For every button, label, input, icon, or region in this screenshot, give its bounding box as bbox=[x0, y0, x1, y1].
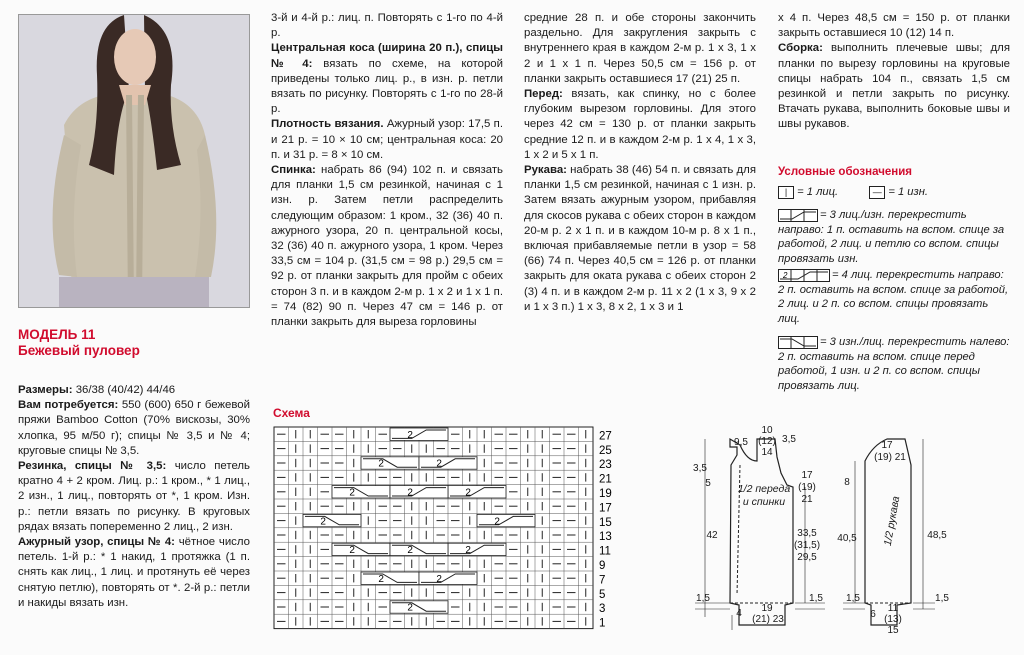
cross-number: 2 bbox=[465, 545, 471, 557]
row-number: 23 bbox=[599, 459, 612, 472]
width-a: 19 bbox=[761, 603, 773, 614]
legend-cross-2 bbox=[778, 268, 1010, 326]
cross-number: 2 bbox=[378, 573, 384, 585]
cable-cross-mark bbox=[390, 428, 448, 441]
body-label: 1/2 переда и спинки bbox=[737, 483, 791, 508]
sleeve-top-b: (19) 21 bbox=[874, 452, 906, 463]
neck-width-b: (12) bbox=[758, 436, 776, 447]
cross-right-4-text: = 4 лиц. перекрестить направо: 2 п. оставить на вспом. спице за работой, 2 лиц. и 2 п. со вспом. спицы провязать лиц. bbox=[778, 269, 1009, 325]
neck-width-c: 14 bbox=[761, 447, 773, 458]
cross-number: 2 bbox=[465, 487, 471, 499]
cross-right-4-icon bbox=[778, 269, 830, 282]
cross-right-3-text: = 3 лиц./изн. перекрестить направо: 1 п. оставить на вспом. спице за работой, 2 лиц. и петлю со вспом. спицы провязать изн. bbox=[778, 209, 1005, 265]
column-4 bbox=[778, 11, 1010, 133]
rib-para bbox=[18, 459, 250, 535]
cross-number: 2 bbox=[494, 516, 500, 528]
cross-number: 2 bbox=[436, 458, 442, 470]
row-number: 25 bbox=[599, 444, 612, 457]
model-heading bbox=[18, 327, 140, 359]
sleeve-label: 1/2 рукава bbox=[881, 495, 903, 547]
assembly-label: Сборка: bbox=[778, 42, 823, 55]
back-text: набрать 86 (94) 102 п. и связать для планки 1,5 см резинкой, начиная с 1 изн. р. Затем петли распределить следующим образом: 1 кром., 32 (36) 40 п. ажурного узора, 20 п. центральной косы, 32 (36) 40 п. ажурного узора, 1 кром. Через 33,5 см = 104 р. (31,5 см = 98 р.) 29,5 см = 92 р. от планки закрыть для пройм с обеих сторон 3 п. и в каждом 2-м р. 1 х 2 и 1 х 1 п. = 74 (82) 90 п. Через 47 см = 146 р. от планки закрыть для выреза горловины bbox=[271, 164, 503, 329]
sleeve-width-c: 15 bbox=[887, 625, 899, 636]
row-number: 7 bbox=[599, 574, 606, 587]
back-label: Спинка: bbox=[271, 164, 316, 177]
row-number: 17 bbox=[599, 502, 612, 515]
purl-legend: = 1 изн. bbox=[888, 186, 928, 198]
purl-symbol-icon: — bbox=[869, 186, 885, 199]
sleeve-width-b: (13) bbox=[884, 614, 902, 625]
row-number: 11 bbox=[599, 545, 611, 558]
neck-right: 3,5 bbox=[782, 434, 796, 445]
schema-title: Схема bbox=[273, 406, 310, 420]
cable-cross-mark bbox=[390, 486, 448, 499]
cross-number: 2 bbox=[378, 458, 384, 470]
armhole-c: 21 bbox=[801, 494, 813, 505]
shoulder-drop: 3,5 bbox=[693, 463, 707, 474]
cable-cross-mark bbox=[390, 543, 448, 556]
sleeve-rib-small: 6 bbox=[870, 609, 876, 620]
sleeve-label: Рукава: bbox=[524, 164, 567, 177]
cable-cross-mark bbox=[361, 572, 419, 585]
density-label: Плотность вязания. bbox=[271, 118, 384, 131]
width-b: (21) 23 bbox=[752, 614, 784, 625]
need-text: 550 (600) 650 г бежевой пряжи Bamboo Cotton (70% вискозы, 30% хлопка, 95 м/50 г); спицы № 3,5 и № 4; круговые спицы № 3,5. bbox=[18, 399, 250, 457]
density-para bbox=[271, 117, 503, 163]
row-number: 21 bbox=[599, 473, 612, 486]
density-text: Ажурный узор: 17,5 п. и 21 р. = 10 × 10 см; центральная коса: 20 п. и 31 р. = 8 × 10 см. bbox=[271, 118, 503, 161]
cross-right-4-number: 2 bbox=[783, 270, 788, 280]
cable-cross-mark bbox=[303, 514, 361, 527]
row-number: 5 bbox=[599, 588, 606, 601]
cross-number: 2 bbox=[349, 545, 355, 557]
knit-legend: = 1 лиц. bbox=[797, 186, 839, 198]
cable-cross-mark bbox=[361, 457, 419, 470]
knit-symbol-icon: | bbox=[778, 186, 794, 199]
cross-number: 2 bbox=[407, 545, 413, 557]
cross-number: 2 bbox=[320, 516, 326, 528]
legend-basic bbox=[778, 185, 1010, 200]
cable-cross-mark bbox=[390, 601, 448, 614]
sleeve-para bbox=[524, 163, 756, 315]
sleeve-text: набрать 38 (46) 54 п. и связать для планки 1,5 см резинкой, начиная с 1 изн. р. Затем вязать ажурным узором, прибавляя для скосов рукава с обеих сторон в каждом 20-м р. 2 х 1 п. и в каждом 10-м р. 8 х 1 п., включая прибавляемые петли в узор = 58 (66) 74 п. Через 40,5 см = 126 р. от планки закрыть для оката рукава с обеих сторон 2 (3) 4 п. и в каждом 2-м р. 11 х 2 (1 х 3, 9 х 2 и 1 х 3 п.) 1 х 3, 8 х 2, 1 х 3 и 1 bbox=[524, 164, 756, 313]
need-para bbox=[18, 398, 250, 459]
cable-cross-mark bbox=[448, 486, 506, 499]
row-number: 27 bbox=[599, 430, 612, 443]
col3-para1: средние 28 п. и обе стороны закончить раздельно. Для закругления закрыть с внутреннего края в каждом 2-м р. 1 х 3, 1 х 2 и 1 х 1 п. Через 50,5 см = 156 р. от планки закрыть оставшиеся 17 (21) 25 п. bbox=[524, 12, 756, 85]
cable-text: вязать по схеме, на которой приведены только лиц. р., в изн. р. петли вязать по рисунку. Повторять с 1-го по 28-й р. bbox=[271, 57, 503, 116]
row-number: 1 bbox=[599, 617, 606, 630]
need-label: Вам потребуется: bbox=[18, 399, 119, 412]
assembly-text: выполнить плечевые швы; для планки по вырезу горловины на круговые спицы набрать 104 п., связать 1,5 см резинкой и петли закрыть по рисунку. Втачать рукава, выполнить боковые швы и швы рукавов. bbox=[778, 42, 1010, 131]
cable-cross-mark bbox=[419, 572, 477, 585]
side-total: 42 bbox=[706, 530, 718, 541]
column-1 bbox=[18, 383, 250, 611]
row-number: 13 bbox=[599, 531, 612, 544]
sleeve-rib-right: 1,5 bbox=[935, 593, 949, 604]
cable-para bbox=[271, 41, 503, 117]
armhole-a: 17 bbox=[801, 470, 813, 481]
cross-number: 2 bbox=[407, 602, 413, 614]
cable-cross-mark bbox=[448, 543, 506, 556]
front-para bbox=[524, 87, 756, 163]
sleeve-top-a: 17 bbox=[881, 440, 893, 451]
column-2 bbox=[271, 11, 503, 330]
cross-number: 2 bbox=[407, 487, 413, 499]
lace-para bbox=[18, 535, 250, 611]
cross-left-3-text: = 3 изн./лиц. перекрестить налево: 2 п. оставить на вспом. спице перед работой, 1 изн. и 2 п. со вспом. спицы провязать лиц. bbox=[778, 336, 1010, 392]
cable-cross-mark bbox=[419, 457, 477, 470]
neck-width-a: 10 bbox=[761, 425, 773, 436]
rib-label: Резинка, спицы № 3,5: bbox=[18, 460, 167, 473]
col2-para1: 3-й и 4-й р.: лиц. п. Повторять с 1-го по 4-й р. bbox=[271, 12, 503, 40]
sleeve-rib-left: 1,5 bbox=[846, 593, 860, 604]
sizes-text: 36/38 (40/42) 44/46 bbox=[72, 384, 176, 396]
neck-depth: 5 bbox=[705, 478, 711, 489]
sleeve-total: 48,5 bbox=[927, 530, 947, 541]
column-3 bbox=[524, 11, 756, 315]
body-rib-right: 1,5 bbox=[809, 593, 823, 604]
cross-number: 2 bbox=[349, 487, 355, 499]
neck-left: 9,5 bbox=[734, 437, 748, 448]
model-title: МОДЕЛЬ 11 bbox=[18, 327, 96, 342]
legend-cross-3 bbox=[778, 335, 1010, 393]
cable-chart bbox=[272, 425, 617, 640]
sleeve-side: 40,5 bbox=[837, 533, 857, 544]
side-a: 33,5 bbox=[797, 528, 817, 539]
legend-cross-1 bbox=[778, 208, 1010, 266]
cross-left-3-icon bbox=[778, 336, 818, 349]
assembly-para bbox=[778, 41, 1010, 132]
body-rib-left: 1,5 bbox=[696, 593, 710, 604]
lace-label: Ажурный узор, спицы № 4: bbox=[18, 536, 175, 549]
col4-para1: х 4 п. Через 48,5 см = 150 р. от планки закрыть оставшиеся 10 (12) 14 п. bbox=[778, 12, 1010, 40]
row-number: 15 bbox=[599, 516, 612, 529]
body-rib-small: 4 bbox=[736, 608, 742, 619]
back-para bbox=[271, 163, 503, 330]
legend-title: Условные обозначения bbox=[778, 166, 913, 178]
model-photo bbox=[18, 14, 250, 308]
model-subtitle: Бежевый пуловер bbox=[18, 343, 140, 358]
sleeve-width-a: 11 bbox=[887, 603, 899, 614]
side-b: (31,5) bbox=[793, 540, 821, 551]
sizes-para bbox=[18, 383, 250, 398]
cross-right-3-icon bbox=[778, 209, 818, 222]
rib-text: число петель кратно 4 + 2 кром. Лиц. р.: 1 кром., * 1 лиц., 2 изн., 1 лиц., повторять от *, 1 кром. Изн. р.: петли вязать по рисунку. В круговых рядах вязать попеременно 2 лиц., 2 изн. bbox=[18, 460, 250, 533]
cable-cross-mark bbox=[477, 514, 535, 527]
side-c: 29,5 bbox=[797, 552, 817, 563]
row-number: 19 bbox=[599, 488, 612, 500]
sleeve-cap: 8 bbox=[844, 477, 850, 488]
cross-number: 2 bbox=[436, 573, 442, 585]
front-label: Перед: bbox=[524, 88, 563, 101]
row-number: 9 bbox=[599, 560, 606, 572]
lace-text: чётное число петель. 1-й р.: * 1 накид, 1 протяжка (1 п. снять как лиц., 1 лиц. и протянуть её через снятую петлю), повторять от *. 2-й р.: петли и накиды вязать изн. bbox=[18, 536, 250, 609]
cross-number: 2 bbox=[407, 429, 413, 441]
armhole-b: (19) bbox=[798, 482, 816, 493]
row-number: 3 bbox=[599, 603, 606, 616]
cable-cross-mark bbox=[332, 543, 390, 556]
cable-cross-mark bbox=[332, 486, 390, 499]
front-text: вязать, как спинку, но с более глубоким вырезом горловины. Для этого через 42 см = 130 р. от планки закрыть средние 12 п. и в каждом 2-м р. 1 х 4, 1 х 3, 1 х 2 и 5 х 1 п. bbox=[524, 88, 756, 161]
sizes-label: Размеры: bbox=[18, 384, 73, 396]
cable-label: Центральная коса (ширина 20 п.), спицы № 4: bbox=[271, 42, 503, 70]
